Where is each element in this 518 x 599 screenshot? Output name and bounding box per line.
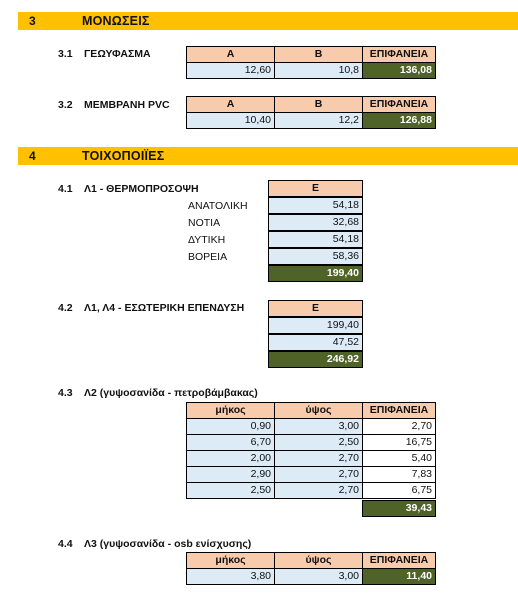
column-header-area: ΕΠΙΦΑΝΕΙΑ	[362, 46, 436, 63]
column-header-b: B	[274, 46, 363, 63]
item-label: Λ3 (γυψοσανίδα - osb ενίσχυσης)	[84, 538, 252, 550]
column-header-a: A	[186, 96, 275, 113]
total-cell[interactable]: 199,40	[268, 265, 363, 282]
length-cell[interactable]: 2,00	[186, 450, 275, 467]
item-label: Λ1 - ΘΕΡΜΟΠΡΟΣΟΨΗ	[84, 183, 199, 195]
height-cell[interactable]: 3,00	[274, 568, 363, 585]
length-cell[interactable]: 0,90	[186, 418, 275, 435]
column-header-height: ύψος	[274, 552, 363, 569]
column-header-area: ΕΠΙΦΑΝΕΙΑ	[362, 402, 436, 419]
item-number: 4.3	[58, 387, 73, 399]
height-cell[interactable]: 2,70	[274, 466, 363, 483]
total-cell[interactable]: 11,40	[362, 568, 436, 585]
row-label: ΝΟΤΙΑ	[188, 217, 221, 229]
section-title: ΤΟΙΧΟΠΟΙΪΕΣ	[82, 149, 165, 163]
column-header-length: μήκος	[186, 402, 275, 419]
column-header-a: A	[186, 46, 275, 63]
item-label: Λ1, Λ4 - ΕΣΩΤΕΡΙΚΗ ΕΠΕΝΔΥΣΗ	[84, 302, 245, 314]
area-cell[interactable]: 16,75	[362, 434, 436, 451]
section-number: 4	[29, 149, 36, 163]
item-number: 3.1	[58, 48, 73, 60]
value-cell-a[interactable]: 10,40	[186, 112, 275, 129]
value-cell-a[interactable]: 12,60	[186, 62, 275, 79]
area-cell[interactable]: 7,83	[362, 466, 436, 483]
height-cell[interactable]: 2,70	[274, 450, 363, 467]
value-cell[interactable]: 54,18	[268, 231, 363, 248]
value-cell[interactable]: 54,18	[268, 197, 363, 214]
section-number: 3	[29, 14, 36, 28]
height-cell[interactable]: 3,00	[274, 418, 363, 435]
area-cell[interactable]: 6,75	[362, 482, 436, 499]
column-header-e: Ε	[268, 180, 363, 197]
total-cell[interactable]: 126,88	[362, 112, 436, 129]
column-header-e: Ε	[268, 300, 363, 317]
row-label: ΔΥΤΙΚΗ	[188, 234, 226, 246]
height-cell[interactable]: 2,70	[274, 482, 363, 499]
column-header-area: ΕΠΙΦΑΝΕΙΑ	[362, 96, 436, 113]
length-cell[interactable]: 6,70	[186, 434, 275, 451]
total-cell[interactable]: 136,08	[362, 62, 436, 79]
item-label: ΜΕΜΒΡΑΝΗ PVC	[84, 99, 170, 111]
column-header-b: B	[274, 96, 363, 113]
row-label: ΑΝΑΤΟΛΙΚΗ	[188, 200, 248, 212]
value-cell[interactable]: 47,52	[268, 334, 363, 351]
section-title: ΜΟΝΩΣΕΙΣ	[82, 14, 150, 28]
area-cell[interactable]: 5,40	[362, 450, 436, 467]
value-cell[interactable]: 32,68	[268, 214, 363, 231]
column-header-length: μήκος	[186, 552, 275, 569]
value-cell-b[interactable]: 12,2	[274, 112, 363, 129]
value-cell[interactable]: 58,36	[268, 248, 363, 265]
item-label: ΓΕΩΥΦΑΣΜΑ	[84, 48, 151, 60]
item-label: Λ2 (γυψοσανίδα - πετροβάμβακας)	[84, 387, 258, 399]
total-cell[interactable]: 246,92	[268, 351, 363, 368]
item-number: 4.4	[58, 538, 73, 550]
length-cell[interactable]: 3,80	[186, 568, 275, 585]
length-cell[interactable]: 2,90	[186, 466, 275, 483]
length-cell[interactable]: 2,50	[186, 482, 275, 499]
column-header-height: ύψος	[274, 402, 363, 419]
item-number: 4.2	[58, 302, 73, 314]
column-header-area: ΕΠΙΦΑΝΕΙΑ	[362, 552, 436, 569]
total-cell[interactable]: 39,43	[362, 500, 436, 517]
height-cell[interactable]: 2,50	[274, 434, 363, 451]
area-cell[interactable]: 2,70	[362, 418, 436, 435]
row-label: ΒΟΡΕΙΑ	[188, 251, 228, 263]
item-number: 4.1	[58, 183, 73, 195]
value-cell[interactable]: 199,40	[268, 317, 363, 334]
item-number: 3.2	[58, 99, 73, 111]
value-cell-b[interactable]: 10,8	[274, 62, 363, 79]
